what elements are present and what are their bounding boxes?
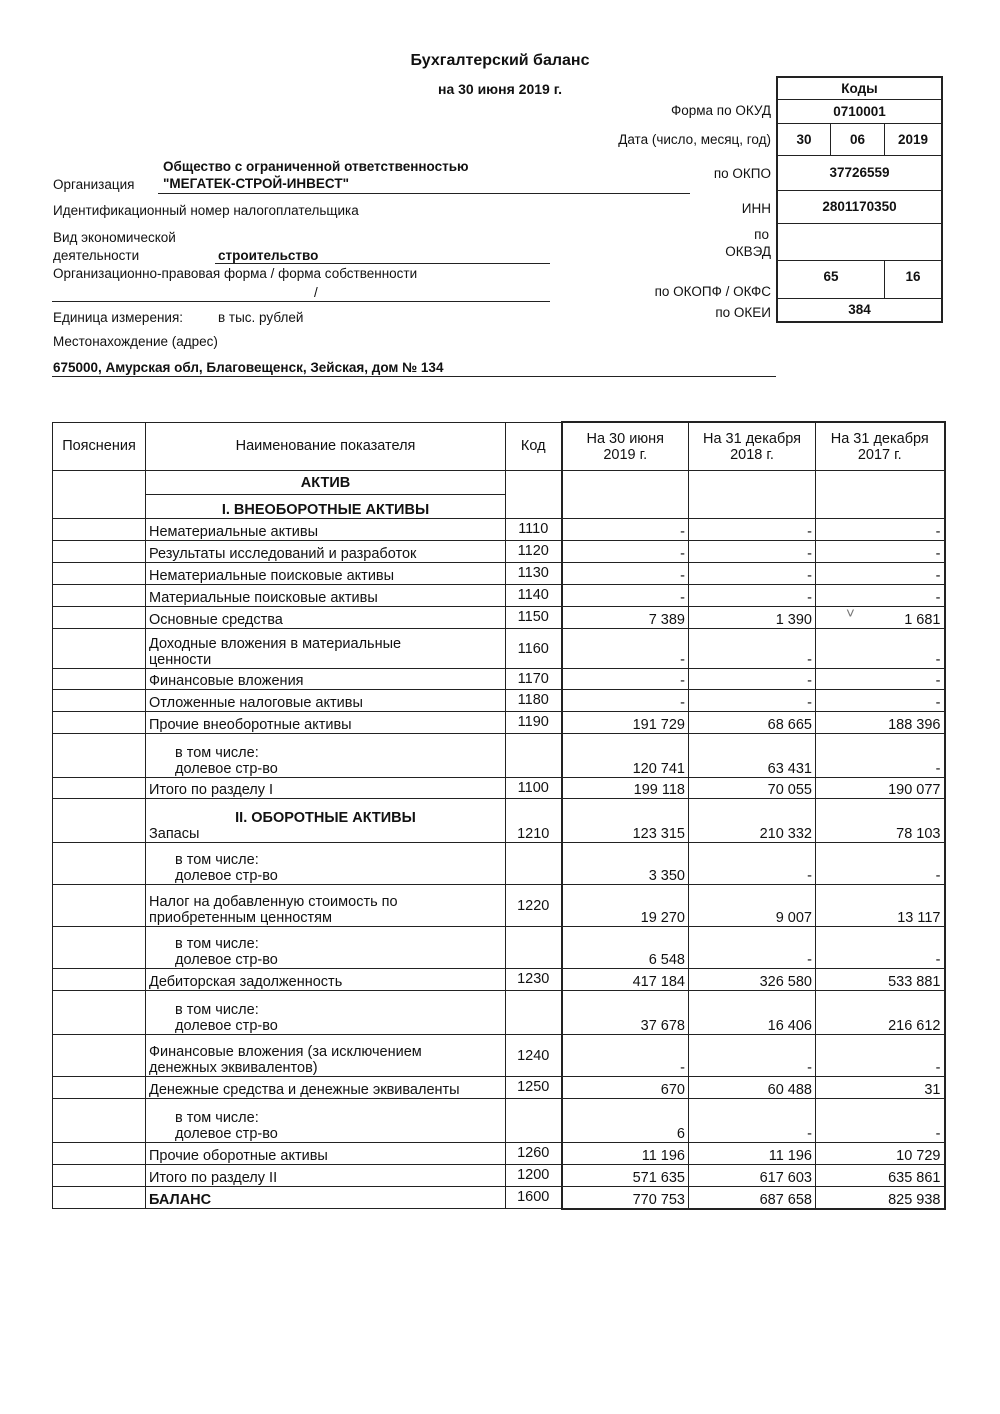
value-2017: - xyxy=(816,1035,945,1077)
value-2018: 9 007 xyxy=(689,885,816,927)
row-code: 1150 xyxy=(506,607,562,629)
org-underline xyxy=(158,193,690,194)
row-code: 1110 xyxy=(506,519,562,541)
col-header-2018 xyxy=(689,422,816,471)
indicator-name-line1: в том числе: xyxy=(175,1002,259,1018)
value-2019: 123 315 xyxy=(562,799,689,843)
indicator-name-line1: Материальные поисковые активы xyxy=(149,590,378,606)
notes-cell xyxy=(53,629,146,669)
value-2018: - xyxy=(689,1099,816,1143)
indicator-name-line1: Основные средства xyxy=(149,612,283,628)
notes-cell xyxy=(53,712,146,734)
value-2017: - xyxy=(816,690,945,712)
value-2019: - xyxy=(562,690,689,712)
indicator-name xyxy=(146,885,506,927)
table-row xyxy=(53,1077,945,1099)
indicator-name xyxy=(146,607,506,629)
okei-value: 384 xyxy=(777,298,942,322)
table-header-row xyxy=(53,422,945,471)
notes-cell xyxy=(53,690,146,712)
table-row xyxy=(53,734,945,778)
row-code xyxy=(506,991,562,1035)
date-label: Дата (число, месяц, год) xyxy=(618,132,771,147)
address-value: 675000, Амурская обл, Благовещенск, Зейская, дом № 134 xyxy=(53,360,444,375)
value-2018: 68 665 xyxy=(689,712,816,734)
notes-cell xyxy=(53,585,146,607)
value-2019: 199 118 xyxy=(562,778,689,799)
table-row xyxy=(53,969,945,991)
notes-cell xyxy=(53,991,146,1035)
indicator-name-line1: Нематериальные активы xyxy=(149,524,318,540)
value-2017: - xyxy=(816,669,945,690)
indicator-name xyxy=(146,541,506,563)
taxpayer-id-label: Идентификационный номер налогоплательщика xyxy=(53,203,359,218)
indicator-name-line1: в том числе: xyxy=(175,936,259,952)
value-cell xyxy=(816,471,945,519)
indicator-name xyxy=(146,563,506,585)
indicator-name-line1: Финансовые вложения (за исключением xyxy=(149,1044,422,1060)
value-cell xyxy=(689,471,816,519)
okved-label-top: по xyxy=(754,227,769,242)
value-2019: 120 741 xyxy=(562,734,689,778)
col-header-2019 xyxy=(562,422,689,471)
value-2017: - xyxy=(816,629,945,669)
row-code: 1130 xyxy=(506,563,562,585)
table-row xyxy=(53,541,945,563)
okud-value: 0710001 xyxy=(777,99,942,123)
notes-cell xyxy=(53,669,146,690)
indicator-name xyxy=(146,1165,506,1187)
row-code: 1230 xyxy=(506,969,562,991)
indicator-name-line1: Прочие внеоборотные активы xyxy=(149,717,352,733)
col-header-indicator: Наименование показателя xyxy=(146,422,506,471)
table-row xyxy=(53,991,945,1035)
value-2017: 533 881 xyxy=(816,969,945,991)
indicator-name-line1: Результаты исследований и разработок xyxy=(149,546,417,562)
indicator-name-line2: долевое стр-во xyxy=(175,1018,278,1034)
value-2019: - xyxy=(562,563,689,585)
value-2017: - xyxy=(816,541,945,563)
value-2018: - xyxy=(689,519,816,541)
value-2017: 31 xyxy=(816,1077,945,1099)
table-row xyxy=(53,712,945,734)
table-row xyxy=(53,585,945,607)
okfs-value: 16 xyxy=(885,260,943,298)
indicator-name-line2: денежных эквивалентов) xyxy=(149,1060,318,1076)
value-2018: 326 580 xyxy=(689,969,816,991)
row-code: 1100 xyxy=(506,778,562,799)
value-2017: - xyxy=(816,927,945,969)
indicator-name-line1: Запасы xyxy=(149,826,200,842)
value-2018: 16 406 xyxy=(689,991,816,1035)
value-2018: - xyxy=(689,1035,816,1077)
value-2017: 10 729 xyxy=(816,1143,945,1165)
org-name-line1: Общество с ограниченной ответственностью xyxy=(163,159,469,174)
value-2019: - xyxy=(562,541,689,563)
code-cell xyxy=(506,471,562,519)
col-header-2019-line2: 2019 г. xyxy=(603,446,648,463)
value-2019: 37 678 xyxy=(562,991,689,1035)
value-2018: - xyxy=(689,669,816,690)
indicator-name-line1: Отложенные налоговые активы xyxy=(149,695,363,711)
indicator-name xyxy=(146,778,506,799)
table-row xyxy=(53,1099,945,1143)
value-2018: - xyxy=(689,690,816,712)
value-2019: 3 350 xyxy=(562,843,689,885)
col-header-2017 xyxy=(816,422,945,471)
table-row xyxy=(53,843,945,885)
inn-code-label: ИНН xyxy=(741,201,771,216)
indicator-name xyxy=(146,690,506,712)
value-2019: 191 729 xyxy=(562,712,689,734)
value-2018: 687 658 xyxy=(689,1187,816,1209)
indicator-name xyxy=(146,629,506,669)
notes-cell xyxy=(53,1077,146,1099)
indicator-name-line1: Нематериальные поисковые активы xyxy=(149,568,395,584)
value-2017: 216 612 xyxy=(816,991,945,1035)
indicator-name xyxy=(146,1099,506,1143)
value-2019: - xyxy=(562,629,689,669)
value-2018: 210 332 xyxy=(689,799,816,843)
value-2017: - xyxy=(816,843,945,885)
okpo-label: по ОКПО xyxy=(713,166,771,181)
section2-heading: II. ОБОРОТНЫЕ АКТИВЫ xyxy=(235,810,416,826)
notes-cell xyxy=(53,563,146,585)
value-2017: 13 117 xyxy=(816,885,945,927)
value-2018: 60 488 xyxy=(689,1077,816,1099)
indicator-name-line1: Налог на добавленную стоимость по xyxy=(149,894,398,910)
codes-box xyxy=(776,76,943,323)
notes-cell xyxy=(53,1099,146,1143)
legal-form-label: Организационно-правовая форма / форма собственности xyxy=(53,266,418,281)
col-header-2018-line2: 2018 г. xyxy=(730,446,774,463)
codes-header: Коды xyxy=(777,77,942,99)
table-row xyxy=(53,799,945,843)
table-row xyxy=(53,778,945,799)
row-code: 1250 xyxy=(506,1077,562,1099)
value-2017: 825 938 xyxy=(816,1187,945,1209)
value-2019: - xyxy=(562,519,689,541)
row-code: 1240 xyxy=(506,1035,562,1077)
value-2017: - xyxy=(816,734,945,778)
row-code: 1180 xyxy=(506,690,562,712)
row-code xyxy=(506,1099,562,1143)
notes-cell xyxy=(53,519,146,541)
value-2019: 417 184 xyxy=(562,969,689,991)
activity-value: строительство xyxy=(218,248,319,263)
col-header-notes: Пояснения xyxy=(53,422,146,471)
notes-cell xyxy=(53,799,146,843)
indicator-name xyxy=(146,1077,506,1099)
value-2019: 6 xyxy=(562,1099,689,1143)
indicator-name-line1: Денежные средства и денежные эквиваленты xyxy=(149,1082,460,1098)
row-code: 1600 xyxy=(506,1187,562,1209)
okopf-label: по ОКОПФ / ОКФС xyxy=(654,284,771,299)
value-2017: - xyxy=(816,519,945,541)
indicator-name xyxy=(146,969,506,991)
table-row xyxy=(53,1035,945,1077)
value-2018: 11 196 xyxy=(689,1143,816,1165)
aktiv-heading: АКТИВ xyxy=(146,471,506,495)
table-row xyxy=(53,563,945,585)
date-year: 2019 xyxy=(885,123,943,155)
indicator-name xyxy=(146,1143,506,1165)
section1-heading: I. ВНЕОБОРОТНЫЕ АКТИВЫ xyxy=(146,495,506,519)
indicator-name-line1: Итого по разделу II xyxy=(149,1170,278,1186)
address-underline xyxy=(52,376,776,377)
indicator-name-line2: долевое стр-во xyxy=(175,952,278,968)
indicator-name xyxy=(146,519,506,541)
notes-cell xyxy=(53,734,146,778)
value-2018: - xyxy=(689,585,816,607)
indicator-name-line1: Прочие оборотные активы xyxy=(149,1148,328,1164)
row-code: 1260 xyxy=(506,1143,562,1165)
row-code: 1200 xyxy=(506,1165,562,1187)
indicator-name-line2: приобретенным ценностям xyxy=(149,910,333,926)
inn-value: 2801170350 xyxy=(777,190,942,223)
row-code: 1120 xyxy=(506,541,562,563)
notes-cell xyxy=(53,885,146,927)
notes-cell xyxy=(53,1035,146,1077)
indicator-name xyxy=(146,1187,506,1209)
notes-cell xyxy=(53,1143,146,1165)
report-date: на 30 июня 2019 г. xyxy=(437,81,563,97)
col-header-2017-line2: 2017 г. xyxy=(857,446,902,463)
notes-cell xyxy=(53,778,146,799)
indicator-name-line1: Итого по разделу I xyxy=(149,782,274,798)
row-code: 1220 xyxy=(506,885,562,927)
value-2017: 78 103 xyxy=(816,799,945,843)
address-label: Местонахождение (адрес) xyxy=(53,334,218,349)
table-row xyxy=(53,1187,945,1209)
okud-label: Форма по ОКУД xyxy=(670,103,771,118)
value-2019: - xyxy=(562,585,689,607)
value-2017: - xyxy=(816,1099,945,1143)
date-month: 06 xyxy=(831,123,885,155)
notes-cell xyxy=(53,471,146,519)
value-2017: 635 861 xyxy=(816,1165,945,1187)
value-2018: 1 390 xyxy=(689,607,816,629)
aktiv-row xyxy=(53,471,945,495)
okopf-value: 65 xyxy=(777,260,885,298)
org-name-line2: "МЕГАТЕК-СТРОЙ-ИНВЕСТ" xyxy=(163,176,349,191)
table-row xyxy=(53,885,945,927)
indicator-name-line2: долевое стр-во xyxy=(175,761,278,777)
indicator-name xyxy=(146,799,506,843)
row-code: 1210 xyxy=(506,799,562,843)
value-2017: - xyxy=(816,585,945,607)
value-2017: 188 396 xyxy=(816,712,945,734)
row-code: 1170 xyxy=(506,669,562,690)
value-2018: 617 603 xyxy=(689,1165,816,1187)
value-2018: - xyxy=(689,541,816,563)
value-2019: 770 753 xyxy=(562,1187,689,1209)
org-label: Организация xyxy=(53,177,135,192)
indicator-name xyxy=(146,1035,506,1077)
value-2018: 63 431 xyxy=(689,734,816,778)
value-2018: 70 055 xyxy=(689,778,816,799)
indicator-name xyxy=(146,843,506,885)
activity-label-line1: Вид экономической xyxy=(53,230,176,245)
value-cell xyxy=(562,471,689,519)
indicator-name xyxy=(146,669,506,690)
value-2019: 670 xyxy=(562,1077,689,1099)
value-2019: 19 270 xyxy=(562,885,689,927)
table-row xyxy=(53,1165,945,1187)
value-2019: - xyxy=(562,1035,689,1077)
okei-label: по ОКЕИ xyxy=(715,305,771,320)
row-code: 1140 xyxy=(506,585,562,607)
table-row xyxy=(53,519,945,541)
indicator-name-line1: Доходные вложения в материальные xyxy=(149,636,402,652)
notes-cell xyxy=(53,969,146,991)
value-2017: 1 681 xyxy=(816,607,945,629)
row-code xyxy=(506,734,562,778)
pen-mark: ˅ xyxy=(846,605,855,622)
row-code xyxy=(506,843,562,885)
col-header-2018-line1: На 31 декабря xyxy=(702,430,802,447)
activity-underline xyxy=(215,263,550,264)
col-header-2019-line1: На 30 июня xyxy=(586,430,665,447)
table-row xyxy=(53,927,945,969)
okved-label: ОКВЭД xyxy=(725,244,771,259)
value-2019: 571 635 xyxy=(562,1165,689,1187)
table-row xyxy=(53,1143,945,1165)
indicator-name xyxy=(146,585,506,607)
value-2019: 7 389 xyxy=(562,607,689,629)
unit-label: Единица измерения: xyxy=(53,310,184,325)
okved-value xyxy=(777,223,942,260)
table-row xyxy=(53,690,945,712)
row-code: 1190 xyxy=(506,712,562,734)
indicator-name xyxy=(146,991,506,1035)
legal-form-value: / xyxy=(314,285,318,300)
value-2018: - xyxy=(689,629,816,669)
indicator-name-line1: Финансовые вложения xyxy=(149,673,304,689)
indicator-name-line2: ценности xyxy=(149,652,212,668)
row-code: 1160 xyxy=(506,629,562,669)
value-2019: 11 196 xyxy=(562,1143,689,1165)
date-day: 30 xyxy=(777,123,831,155)
notes-cell xyxy=(53,607,146,629)
notes-cell xyxy=(53,541,146,563)
value-2017: - xyxy=(816,563,945,585)
indicator-name-line2: долевое стр-во xyxy=(175,1126,278,1142)
col-header-code: Код xyxy=(506,422,562,471)
activity-label-line2: деятельности xyxy=(53,248,140,263)
col-header-2017-line1: На 31 декабря xyxy=(830,430,929,447)
table-row xyxy=(53,669,945,690)
indicator-name-line1: БАЛАНС xyxy=(149,1192,212,1208)
indicator-name-line2: долевое стр-во xyxy=(175,868,278,884)
indicator-name-line1: в том числе: xyxy=(175,852,259,868)
indicator-name xyxy=(146,734,506,778)
indicator-name xyxy=(146,712,506,734)
indicator-name-line1: в том числе: xyxy=(175,1110,259,1126)
okpo-value: 37726559 xyxy=(777,155,942,190)
row-code xyxy=(506,927,562,969)
value-2017: 190 077 xyxy=(816,778,945,799)
balance-table xyxy=(52,421,946,1210)
indicator-name xyxy=(146,927,506,969)
table-row xyxy=(53,629,945,669)
value-2018: - xyxy=(689,563,816,585)
notes-cell xyxy=(53,1165,146,1187)
legal-form-underline xyxy=(52,301,550,302)
indicator-name-line1: Дебиторская задолженность xyxy=(149,974,343,990)
indicator-name-line1: в том числе: xyxy=(175,745,259,761)
value-2019: 6 548 xyxy=(562,927,689,969)
unit-value: в тыс. рублей xyxy=(218,310,304,325)
notes-cell xyxy=(53,927,146,969)
value-2018: - xyxy=(689,843,816,885)
notes-cell xyxy=(53,843,146,885)
value-2019: - xyxy=(562,669,689,690)
table-row xyxy=(53,607,945,629)
value-2018: - xyxy=(689,927,816,969)
notes-cell xyxy=(53,1187,146,1209)
document-title: Бухгалтерский баланс xyxy=(410,52,590,69)
